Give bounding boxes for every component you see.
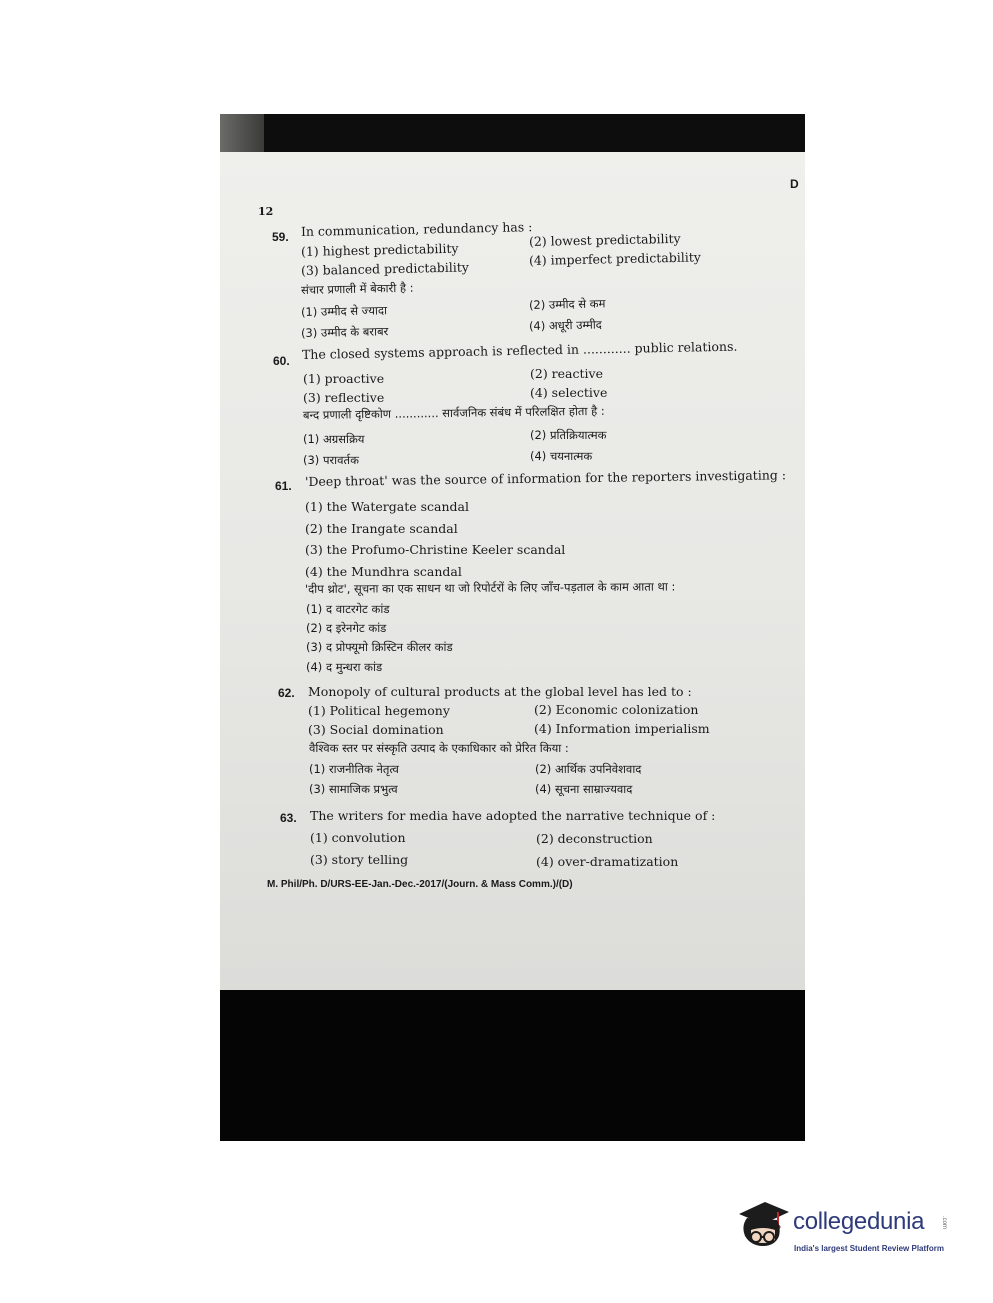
hindi-question-text: वैश्विक स्तर पर संस्कृति उत्पाद के एकाधिकार को प्रेरित किया : <box>309 741 569 755</box>
question-number: 60. <box>273 354 290 368</box>
question-text: 'Deep throat' was the source of information for the reporters investigating : <box>304 467 787 489</box>
option-3: (3) story telling <box>310 852 409 867</box>
question-text: The closed systems approach is reflected in ............ public relations. <box>301 338 738 362</box>
hindi-option-1: (1) द वाटरगेट कांड <box>306 602 390 616</box>
option-4: (4) imperfect predictability <box>528 249 701 268</box>
hindi-option-3: (3) सामाजिक प्रभुत्व <box>309 782 398 796</box>
hindi-option-3: (3) उम्मीद के बराबर <box>300 324 389 340</box>
question-number: 61. <box>275 479 292 493</box>
question-number: 62. <box>278 686 295 700</box>
hindi-option-4: (4) चयनात्मक <box>530 449 593 463</box>
option-3: (3) Social domination <box>308 722 444 737</box>
hindi-option-4: (4) द मुन्धरा कांड <box>306 660 383 674</box>
option-1: (1) convolution <box>310 830 406 845</box>
option-2: (2) the Irangate scandal <box>305 521 458 536</box>
option-3: (3) the Profumo-Christine Keeler scandal <box>305 542 566 557</box>
option-1: (1) proactive <box>303 371 385 386</box>
hindi-option-3: (3) परावर्तक <box>303 453 359 467</box>
hindi-option-3: (3) द प्रोफ्यूमो क्रिस्टिन कीलर कांड <box>306 640 453 654</box>
logo-wordmark: collegedunia <box>793 1208 925 1235</box>
question-text: Monopoly of cultural products at the global level has led to : <box>308 684 692 699</box>
scan-top-corner-shadow <box>220 114 264 152</box>
option-4: (4) Information imperialism <box>534 721 710 736</box>
page-footer: M. Phil/Ph. D/URS-EE-Jan.-Dec.-2017/(Journ. & Mass Comm.)/(D) <box>267 879 573 890</box>
option-4: (4) the Mundhra scandal <box>305 564 462 579</box>
option-2: (2) Economic colonization <box>534 702 699 717</box>
logo-suffix: .com <box>941 1216 947 1230</box>
hindi-option-4: (4) अधूरी उम्मीद <box>528 317 602 333</box>
question-text: In communication, redundancy has : <box>300 219 533 239</box>
hindi-option-1: (1) राजनीतिक नेतृत्व <box>309 762 399 776</box>
option-4: (4) selective <box>530 385 608 400</box>
hindi-question-text: संचार प्रणाली में बेकारी है : <box>300 280 414 297</box>
scan-bottom-border <box>220 990 805 1141</box>
question-number: 59. <box>272 230 289 244</box>
scan-top-border <box>220 114 805 152</box>
page-number: 12 <box>258 205 274 218</box>
logo-tagline: India's largest Student Review Platform <box>794 1244 944 1253</box>
question-number: 63. <box>280 811 297 825</box>
hindi-option-1: (1) अग्रसक्रिय <box>303 432 365 446</box>
set-code: D <box>790 177 799 191</box>
option-1: (1) highest predictability <box>300 240 459 259</box>
option-4: (4) over-dramatization <box>536 854 679 869</box>
hindi-option-2: (2) द इरेनगेट कांड <box>306 621 387 635</box>
option-2: (2) deconstruction <box>536 831 653 846</box>
option-2: (2) lowest predictability <box>528 230 681 249</box>
hindi-option-2: (2) उम्मीद से कम <box>528 296 606 312</box>
option-1: (1) Political hegemony <box>308 703 450 718</box>
hindi-option-4: (4) सूचना साम्राज्यवाद <box>535 782 633 796</box>
option-3: (3) reflective <box>303 390 385 405</box>
student-mascot-icon <box>735 1196 791 1254</box>
hindi-option-2: (2) प्रतिक्रियात्मक <box>530 428 607 442</box>
hindi-question-text: बन्द प्रणाली दृष्टिकोण ............ सार्वजनिक संबंध में परिलक्षित होता है : <box>302 403 605 422</box>
collegedunia-logo <box>735 1196 960 1258</box>
hindi-question-text: 'दीप थ्रोट', सूचना का एक साधन था जो रिपोर्टरों के लिए जाँच-पड़ताल के काम आता था : <box>304 579 676 596</box>
option-1: (1) the Watergate scandal <box>305 499 469 514</box>
hindi-option-2: (2) आर्थिक उपनिवेशवाद <box>535 762 642 776</box>
option-2: (2) reactive <box>530 366 603 381</box>
option-3: (3) balanced predictability <box>300 259 470 278</box>
question-text: The writers for media have adopted the narrative technique of : <box>310 808 716 823</box>
hindi-option-1: (1) उम्मीद से ज्यादा <box>300 303 388 319</box>
